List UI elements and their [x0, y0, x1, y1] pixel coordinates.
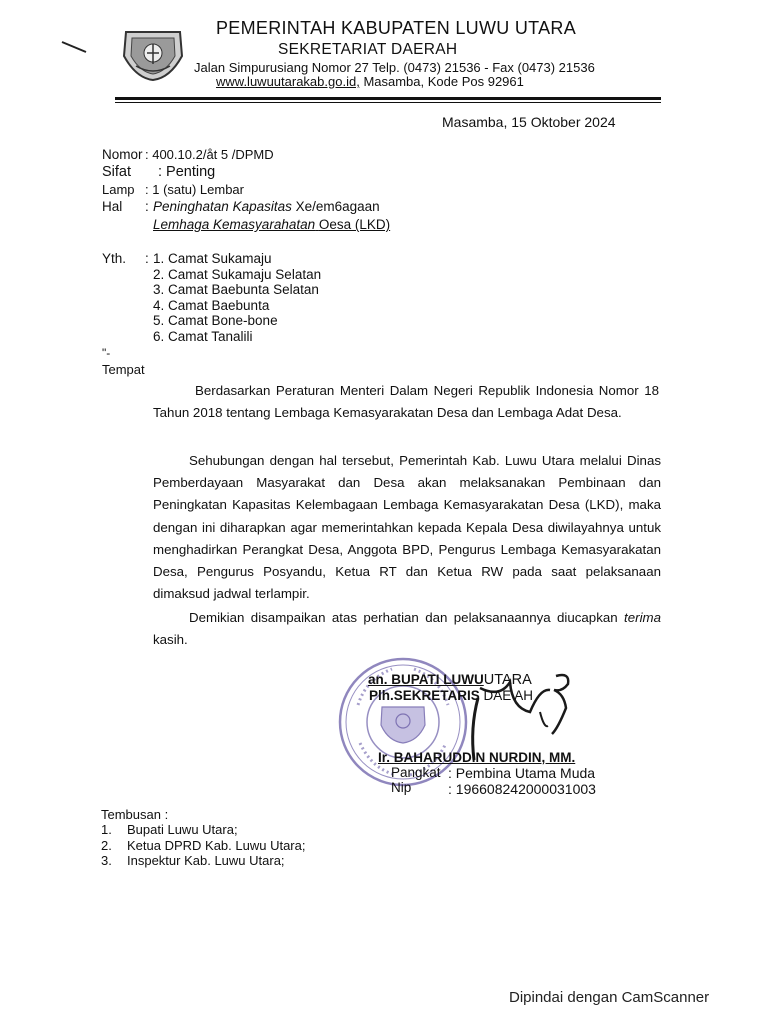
recipient-item: 6. Camat Tanalili — [153, 328, 253, 344]
hal-subject-line-2 — [153, 217, 390, 232]
scanner-watermark: Dipindai dengan CamScanner — [509, 989, 710, 1006]
tembusan-item — [101, 822, 305, 838]
signatory-title-rest: UTARA — [483, 672, 532, 688]
yth-label: Yth. — [102, 251, 127, 266]
tembusan-item-number: 2. — [101, 837, 112, 853]
website-line — [216, 74, 524, 89]
hal-subject-line-2-rest: Oesa (LKD) — [318, 217, 391, 232]
body-paragraph-2: Sehubungan dengan hal tersebut, Pemerintah Kab. Luwu Utara melalui Dinas Pemberdayaan Masyarakat dan Desa akan melaksanakan Pembinaan dan Peningkatan Kapasitas Kelembagaan Lembaga Kemasyarakatan Desa (LKD), maka dengan ini diharapkan agar memerintahkan kepada Kepala Desa diwilayahnya untuk menghadirkan Perangkat Desa, Anggota BPD, Pengurus Lembaga Kemasyarakatan Desa, Pengurus Posyandu, Ketua RT dan Ketua RW pada saat pelaksanaan dimaksud jadwal terlampir. — [153, 453, 661, 602]
tembusan-item-text: Inspektur Kab. Luwu Utara; — [127, 853, 285, 868]
office-address: Jalan Simpurusiang Nomor 27 Telp. (0473) 21536 - Fax (0473) 21536 — [194, 60, 595, 75]
sifat-value: : Penting — [158, 164, 216, 180]
signatory-title-line-2 — [369, 688, 533, 703]
hal-colon: : — [145, 199, 149, 214]
tembusan-item-number: 3. — [101, 853, 112, 868]
recipient-item: 2. Camat Sukamaju Selatan — [153, 266, 322, 282]
sifat-label: Sifat — [102, 164, 132, 180]
lamp-value: : 1 (satu) Lembar — [145, 182, 244, 197]
recipient-list — [153, 251, 321, 344]
hal-subject-rest: Xe/em6agaan — [295, 199, 380, 214]
nip-value: : 196608242000031003 — [448, 781, 596, 797]
recipient-item: 1. Camat Sukamaju — [153, 251, 272, 266]
place-date: Masamba, 15 Oktober 2024 — [442, 114, 616, 130]
tembusan-item — [101, 838, 305, 854]
nip-label: Nip — [391, 780, 412, 795]
signatory-title-line-1 — [368, 672, 532, 688]
nomor-label: Nomor — [102, 147, 143, 162]
letterhead-thin-rule — [115, 102, 661, 103]
signatory-title-bold: an. BUPATI LUWU — [368, 672, 484, 687]
closing-italic-word: terima — [624, 610, 661, 625]
tempat-label: Tempat — [102, 362, 145, 377]
government-name: PEMERINTAH KABUPATEN LUWU UTARA — [216, 18, 577, 38]
tembusan-item-number: 1. — [101, 822, 112, 837]
hal-subject-italic: Peninghatan Kapasitas — [153, 199, 292, 214]
letterhead-thick-rule — [115, 97, 661, 100]
signatory-name: Ir. BAHARUDDIN NURDIN, MM. — [378, 750, 576, 765]
hal-subject-line-2-italic: Lemhaga Kemasyarahatan — [153, 217, 316, 232]
closing-text: Demikian disampaikan atas perhatian dan pelaksanaannya diucapkan — [189, 610, 618, 625]
tembusan-item — [101, 853, 305, 869]
tembusan-title: Tembusan : — [101, 807, 169, 822]
nomor-value: : 400.10.2/åt 5 /DPMD — [145, 147, 274, 162]
pangkat-value: : Pembina Utama Muda — [448, 765, 596, 781]
recipient-item: 3. Camat Baebunta Selatan — [153, 282, 319, 297]
body-paragraph-1: Berdasarkan Peraturan Menteri Dalam Negeri Republik Indonesia Nomor 18 Tahun 2018 tentang Lembaga Kemasyarakatan Desa dan Lembaga Adat Desa. — [153, 383, 659, 421]
lamp-label: Lamp — [102, 182, 135, 197]
signatory-role-rest: DAE AH — [483, 688, 534, 703]
pen-stroke-mark — [60, 40, 90, 54]
closing-end: kasih. — [153, 632, 188, 648]
recipient-item: 4. Camat Baebunta — [153, 297, 270, 313]
tembusan-item-text: Ketua DPRD Kab. Luwu Utara; — [127, 837, 306, 853]
postal-location: Masamba, Kode Pos 92961 — [363, 74, 524, 89]
di-mark: "- — [102, 346, 111, 360]
regency-crest-icon — [120, 26, 186, 82]
yth-colon: : — [145, 251, 149, 266]
signatory-role-bold: Plh.SEKRETARIS — [369, 688, 480, 703]
tembusan-list — [101, 822, 305, 869]
hal-label: Hal — [102, 199, 123, 214]
website-link[interactable]: www.luwuutarakab.go.id, — [216, 74, 360, 89]
recipient-item: 5. Camat Bone-bone — [153, 313, 278, 328]
hal-subject-line-1 — [153, 199, 380, 214]
body-paragraph-3 — [153, 607, 661, 651]
pangkat-label: Pangkat — [391, 765, 441, 780]
tembusan-item-text: Bupati Luwu Utara; — [127, 822, 238, 837]
department-name: SEKRETARIAT DAERAH — [278, 41, 458, 58]
